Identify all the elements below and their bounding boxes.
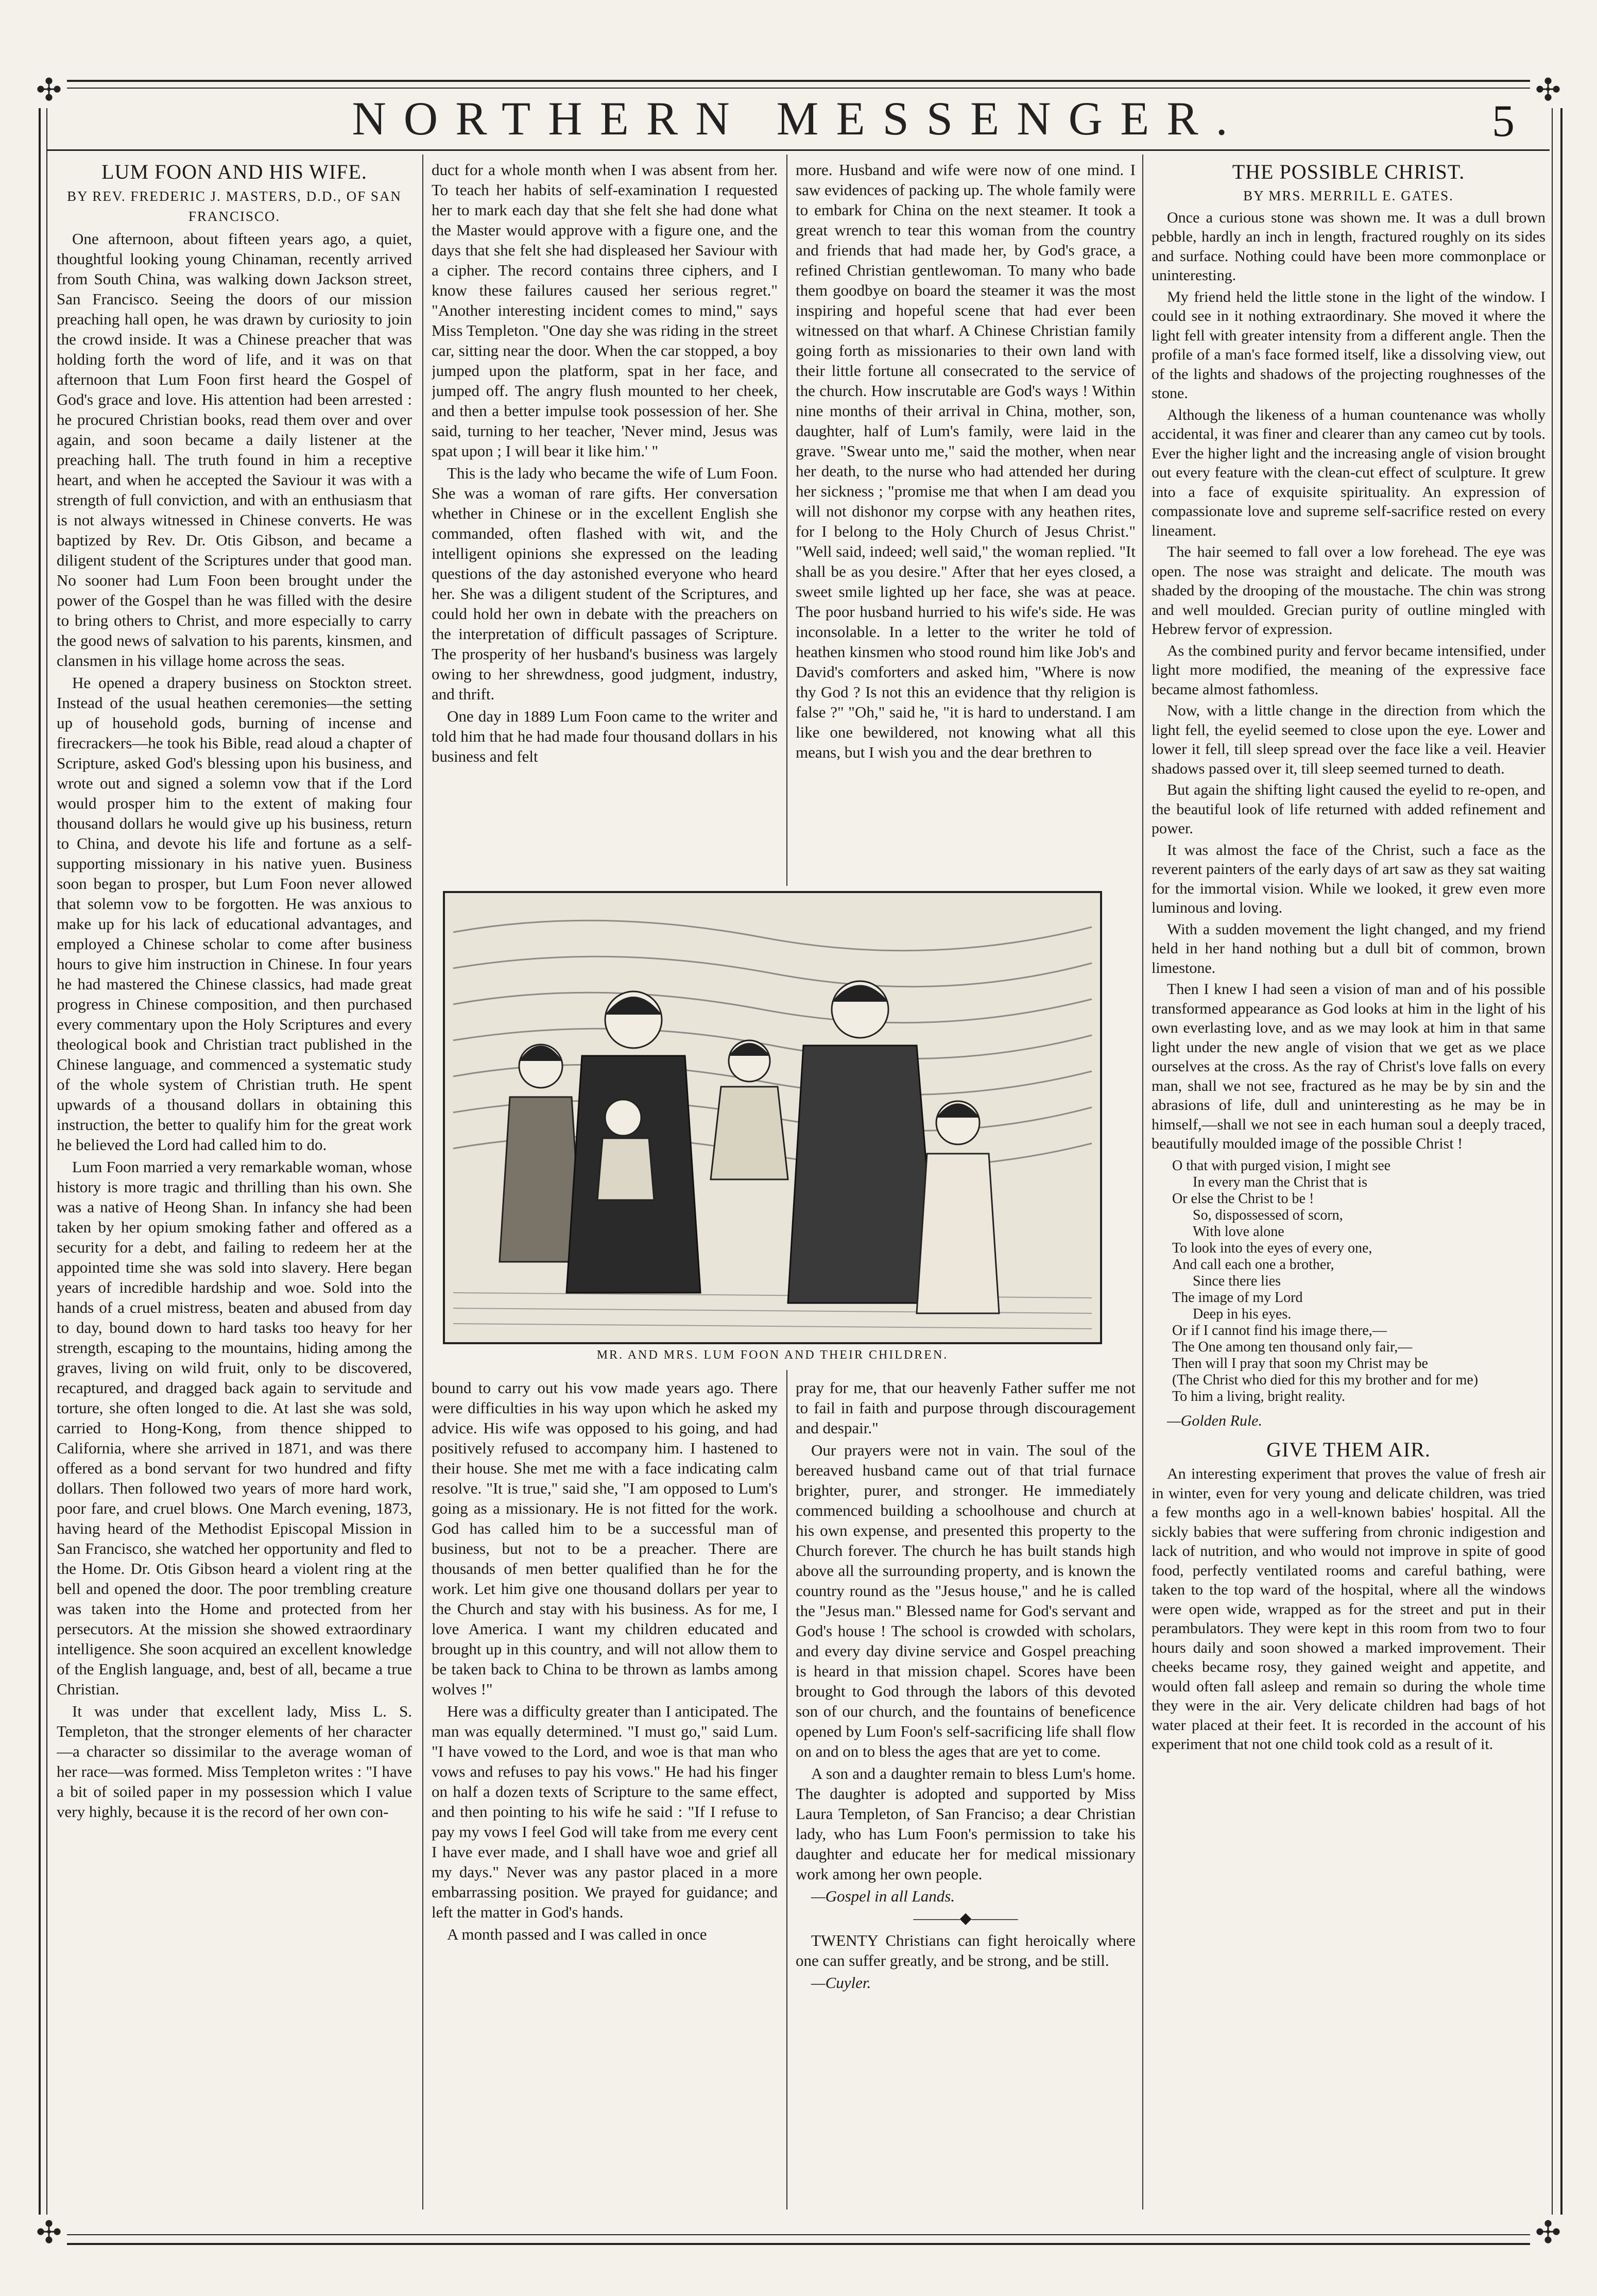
corner-ornament-icon: ✣ xyxy=(31,72,67,108)
poem-line: To look into the eyes of every one, xyxy=(1172,1240,1372,1256)
paragraph: more. Husband and wife were now of one mind. I saw evidences of packing up. The whole family were to embark for China on the next steamer. It took a great wrench to tear this woman from the country and friends that had made her, by God's grace, a refined Christian gentlewoman. To many who bade them goodbye on board the steamer it was the most inspiring and hopeful scene that had ever been witnessed on that wharf. A Chinese Christian family going forth as missionaries to their own land with their little fortune all consecrated to the service of the church. How inscrutable are God's ways ! Within nine months of their arrival in China, mother, son, daughter, half of Lum's family, were laid in the grave. "Swear unto me," said the mother, when near her death, to the nurse who had attended her during her sickness ; "promise me that when I am dead you will not dishonor my corpse with any heathen rites, for I belong to the Holy Church of Jesus Christ." "Well said, indeed; well said," the woman replied. "It shall be as you desire." After that her eyes closed, a sweet smile lighted up her face, she was at peace. The poor husband hurried to his wife's side. He was inconsolable. In a letter to the writer he told of heathen kinsmen who stood round him like Job's and David's comforters and asked him, "Where is now thy God ? Is not this an evidence that thy religion is false ?" "Oh," said he, "it is hard to understand. I am like one bewildered, not knowing what all this means, but I wish you and the dear brethren to xyxy=(796,161,1136,761)
article-byline: BY REV. FREDERIC J. MASTERS, D.D., OF SAN FRANCISCO. xyxy=(67,189,402,224)
family-portrait-image xyxy=(443,891,1102,1344)
paragraph: He opened a drapery business on Stockton street. Instead of the usual heathen ceremonies—the setting up of household gods, burning of incense and firecrackers—he took his Bible, read aloud a chapter of Scripture, asked God's blessing upon his business, and wrote out and signed a solemn vow that if the Lord would prosper him to the extent of making four thousand dollars he would give up his business, return to China, and devote his life and fortune as a self-supporting missionary in his native yuen. Business soon began to prosper, but Lum Foon never allowed that solemn vow to be forgotten. He was anxious to make up for his lack of educational advantages, and employed a Chinese scholar to come after business hours to give him instruction in Chinese. In four years he had mastered the Chinese classics, had made great progress in Chinese composition, and then purchased every commentary upon the Holy Scriptures and every theological book and Christian tract published in the Chinese language, and commenced a systematic study of the whole system of Christian truth. He spent upwards of a thousand dollars in obtaining this instruction, the better to qualify him for the great work he believed the Lord had called him to do. xyxy=(57,674,412,1154)
paragraph: A month passed and I was called in once xyxy=(447,1925,707,1943)
family-illustration xyxy=(443,891,1102,1365)
article-source: —Golden Rule. xyxy=(1167,1412,1262,1429)
column-1 xyxy=(57,160,412,2215)
paragraph: Although the likeness of a human countenance was wholly accidental, it was finer and clearer than any cameo cut by tools. Ever the higher light and the increasing angle of vision brought out every feature with the clean-cut effect of sculpture. It grew into a face of exquisite spirituality. An expression of compassionate love and supreme self-sacrifice rested on every lineament. xyxy=(1152,406,1546,539)
article-byline: BY MRS. MERRILL E. GATES. xyxy=(1243,188,1454,203)
column-rule xyxy=(786,1370,787,2209)
article-source: —Gospel in all Lands. xyxy=(811,1887,955,1905)
paragraph: Then I knew I had seen a vision of man and of his possible transformed appearance as God looks at him in the light of his own everlasting love, and as we may look at him in that same light under the new angle of vision that we get as we place ourselves at the cross. As the ray of Christ's love falls on every man, shall we not see, fractured as he may be by sin and the abrasions of life, dull and uninteresting as he may be in himself,—shall we not see in each human soul a deeply traced, beautifully moulded image of the possible Christ ! xyxy=(1152,981,1546,1152)
article-title: THE POSSIBLE CHRIST. xyxy=(1232,160,1465,183)
poem xyxy=(1172,1158,1546,1405)
poem-line: So, dispossessed of scorn, xyxy=(1193,1207,1343,1223)
corner-ornament-icon: ✣ xyxy=(31,2215,67,2251)
masthead xyxy=(0,90,1597,147)
paragraph: The hair seemed to fall over a low forehead. The eye was open. The nose was straight and delicate. The mouth was shaded by the drooping of the moustache. The chin was strong and well moulded. Grecian purity of outline mingled with Hebrew fervor of expression. xyxy=(1152,543,1546,638)
poem-line: To him a living, bright reality. xyxy=(1172,1388,1346,1404)
poem-line: O that with purged vision, I might see xyxy=(1172,1157,1391,1174)
paragraph: pray for me, that our heavenly Father suffer me not to fail in faith and purpose through discouragement and despair." xyxy=(796,1379,1136,1437)
paragraph: Lum Foon married a very remarkable woman, whose history is more tragic and thrilling than his own. She was a native of Heong Shan. In infancy she had been taken by her opium smoking father and offered as a security for a debt, and failing to redeem her at the appointed time she was sold into slavery. Here began years of incredible hardship and woe. Sold into the hands of a cruel mistress, beaten and abused from day to day, bound down to hard tasks too heavy for her strength, escaping to the mountains, hiding among the graves, living on wild fruit, only to be discovered, recaptured, and dragged back again to servitude and torture, she often longed to die. At last she was sold, carried to Hong-Kong, from thence shipped to California, where she arrived in 1871, and was there offered as a bond servant for two hundred and fifty dollars. Then followed two years of more hard work, poor fare, and cruel blows. One March evening, 1873, having heard of the Methodist Episcopal Mission in San Francisco, she watched her opportunity and fled to the Home. Dr. Otis Gibson heard a violent ring at the bell and opened the door. The poor trembling creature was taken into the Home and protected from her persecutors. At the mission she showed extraordinary intelligence. She soon acquired an excellent knowledge of the English language, and, best of all, became a true Christian. xyxy=(57,1158,412,1698)
corner-ornament-icon: ✣ xyxy=(1530,2215,1566,2251)
paragraph: As the combined purity and fervor became intensified, under light more modified, the meaning of the expressive face became almost fathomless. xyxy=(1152,642,1546,698)
column-4 xyxy=(1152,160,1546,2215)
column-3-top xyxy=(796,160,1136,881)
paragraph: One day in 1889 Lum Foon came to the writer and told him that he had made four thousand dollars in his business and felt xyxy=(432,707,778,765)
paragraph: Once a curious stone was shown me. It was a dull brown pebble, hardly an inch in length, fractured roughly on its sides and surface. Nothing could have been more commonplace or uninteresting. xyxy=(1152,209,1546,284)
paragraph: This is the lady who became the wife of Lum Foon. She was a woman of rare gifts. Her conversation whether in Chinese or in the excellent English she commanded, often flashed with wit, and the intelligent opinions she expressed on the leading questions of the day astonished everyone who heard her. She was a diligent student of the Scriptures, and could hold her own in debate with the preachers on the interpretation of difficult passages of Scripture. The prosperity of her husband's business was largely owing to her shrewdness, good judgment, industry, and thrift. xyxy=(432,464,778,703)
corner-ornament-icon: ✣ xyxy=(1530,72,1566,108)
poem-line: Since there lies xyxy=(1193,1273,1281,1289)
masthead-title: NORTHERN MESSENGER. xyxy=(352,92,1245,145)
paragraph: With a sudden movement the light changed, and my friend held in her hand nothing but a dull bit of common, brown limestone. xyxy=(1152,920,1546,976)
paragraph: A son and a daughter remain to bless Lum's home. The daughter is adopted and supported by Miss Laura Templeton, of San Franciso; a dear Christian lady, who has Lum Foon's permission to take his daughter and educate her for medical missionary work among her own people. xyxy=(796,1764,1136,1883)
column-2-bottom xyxy=(432,1378,778,2212)
poem-line: The One among ten thousand only fair,— xyxy=(1172,1339,1413,1355)
poem-line: (The Christ who died for this my brother and for me) xyxy=(1172,1372,1479,1388)
section-divider: ———◆——— xyxy=(913,1910,1018,1927)
poem-line: In every man the Christ that is xyxy=(1193,1174,1368,1190)
poem-line: Or if I cannot find his image there,— xyxy=(1172,1322,1387,1339)
paragraph: My friend held the little stone in the light of the window. I could see in it nothing extraordinary. She moved it where the light fell with greater intensity from a different angle. Then the profile of a man's face formed itself, like a dissolving view, out of the lights and shadows of the projecting roughnesses of the stone. xyxy=(1152,288,1546,402)
column-3-bottom xyxy=(796,1378,1136,2212)
paragraph: It was under that excellent lady, Miss L. S. Templeton, that the stronger elements of her character—a character so dissimilar to the average woman of her race—was formed. Miss Templeton writes : "I have a bit of soiled paper in my possession which I value very highly, because it is the record of her own con- xyxy=(57,1702,412,1821)
paragraph: Here was a difficulty greater than I anticipated. The man was equally determined. "I must go," said Lum. "I have vowed to the Lord, and woe is that man who vows and refuses to pay his vows." He had his finger on half a dozen texts of Scripture to the same effect, and then pointing to his wife he said : "If I refuse to pay my vows I feel God will take from me every cent I have ever made, and I shall have woe and grief all my days." Never was any pastor placed in a more embarrassing position. We prayed for guidance; and left the matter in God's hands. xyxy=(432,1702,778,1921)
paragraph: Now, with a little change in the direction from which the light fell, the eyelid seemed to close upon the eye. Lower and lower it fell, till sleep spread over the face like a veil. Heavier shadows passed over it, till sleep seemed turned to death. xyxy=(1152,702,1546,777)
masthead-rule xyxy=(47,149,1550,151)
paragraph: Our prayers were not in vain. The soul of the bereaved husband came out of that trial furnace brighter, purer, and stronger. He immediately commenced building a schoolhouse and church at his own expense, and presented this property to the Church forever. The church he has built stands high above all the surrounding property, and is known the country round as the "Jesus house," and he is called the "Jesus man." Blessed name for God's servant and God's house ! The school is crowded with scholars, and every day divine service and Gospel preaching is heard in that mission chapel. Scores have been brought to God through the labors of this devoted son of our church, and the fountains of beneficence opened by Lum Foon's self-sacrificing life shall flow on and on to bless the ages that are yet to come. xyxy=(796,1441,1136,1760)
poem-line: With love alone xyxy=(1193,1223,1284,1240)
poem-line: The image of my Lord xyxy=(1172,1289,1303,1306)
poem-line: And call each one a brother, xyxy=(1172,1256,1334,1273)
paragraph: But again the shifting light caused the eyelid to re-open, and the beautiful look of life returned with added refinement and power. xyxy=(1152,781,1546,837)
figure-caption: MR. AND MRS. LUM FOON AND THEIR CHILDREN. xyxy=(596,1348,949,1362)
paragraph: An interesting experiment that proves the value of fresh air in winter, even for very young and delicate children, was tried a few months ago in a well-known babies' hospital. All the sickly babies that were suffering from chronic indigestion and lack of nutrition, and who would not improve in spite of good food, perfectly ventilated rooms and careful bathing, were taken to the top ward of the hospital, where all the windows were open wide, wrapped as for the street and put in their perambulators. They were kept in this room from two to four hours daily and soon showed a marked improvement. Their cheeks became rosy, they gained weight and appetite, and would often fall asleep and remain so during the whole time they were in the air. Very delicate children had bags of hot water placed at their feet. It is recorded in the account of his experiment that not one child took cold as a result of it. xyxy=(1152,1465,1546,1753)
page-number: 5 xyxy=(1492,96,1515,146)
paragraph: duct for a whole month when I was absent from her. To teach her habits of self-examination I requested her to mark each day that she felt she had done what the Master would approve with a figure one, and the days that she felt she had displeased her Saviour with a cipher. The record contains three ciphers, and I know these failures caused her serious regret." "Another interesting incident comes to mind," says Miss Templeton. "One day she was riding in the street car, sitting near the door. When the car stopped, a boy jumped upon the platform, spat in her face, and jumped off. The angry flush mounted to her cheek, and then a better impulse took possession of her. She said, turning to her teacher, 'Never mind, Jesus was spat upon ; I will bear it like him.' " xyxy=(432,161,778,460)
paragraph: bound to carry out his vow made years ago. There were difficulties in his way upon which he asked my advice. His wife was opposed to his going, and had positively refused to accompany him. I hastened to their house. She met me with a face indicating calm resolve. "It is true," said she, "I am opposed to Lum's going as a missionary. He is not fitted for the work. God has called him to be a successful man of business, but not to be a preacher. There are thousands of men better qualified than he for the work. Let him give one thousand dollars per year to the Church and stay with his business. As for me, I love America. I want my children educated and brought up in this country, and will not allow them to be taken back to China to be thrown as lambs among wolves !" xyxy=(432,1379,778,1698)
paragraph: One afternoon, about fifteen years ago, a quiet, thoughtful looking young Chinaman, recently arrived from South China, was walking down Jackson street, San Francisco. Seeing the doors of our mission preaching hall open, he was drawn by curiosity to join the crowd inside. It was a Chinese preacher that was holding forth the word of life, and it was on that afternoon that Lum Foon first heard the Gospel of God's grace and love. His attention had been arrested : he procured Christian books, read them over and over again, and soon became a daily listener at the preaching hall. The truth found in him a receptive heart, and when he accepted the Saviour it was with a strength of full conviction, and with an enthusiasm that is not always witnessed in Chinese converts. He was baptized by Rev. Dr. Otis Gibson, and became a diligent student of the Scriptures under that good man. No sooner had Lum Foon been brought under the power of the Gospel than he was filled with the desire to bring others to Christ, and more especially to carry the good news of salvation to his parents, kinsmen, and clansmen in his village home across the seas. xyxy=(57,230,412,670)
column-rule xyxy=(422,155,423,2209)
column-rule xyxy=(786,155,787,886)
article-title: GIVE THEM AIR. xyxy=(1266,1438,1431,1461)
column-rule xyxy=(1142,155,1143,2209)
paragraph: It was almost the face of the Christ, such a face as the reverent painters of the early days of art saw as they sat waiting for the immortal vision. While we looked, it grew even more luminous and loving. xyxy=(1152,841,1546,916)
article-title: LUM FOON AND HIS WIFE. xyxy=(101,160,367,183)
poem-line: Deep in his eyes. xyxy=(1193,1306,1292,1322)
column-2-top xyxy=(432,160,778,881)
poem-line: Then will I pray that soon my Christ may be xyxy=(1172,1355,1428,1372)
filler-text: TWENTY Christians can fight heroically where one can suffer greatly, and be strong, and be still. xyxy=(796,1931,1136,1969)
poem-line: Or else the Christ to be ! xyxy=(1172,1190,1314,1207)
filler-source: —Cuyler. xyxy=(811,1974,871,1992)
